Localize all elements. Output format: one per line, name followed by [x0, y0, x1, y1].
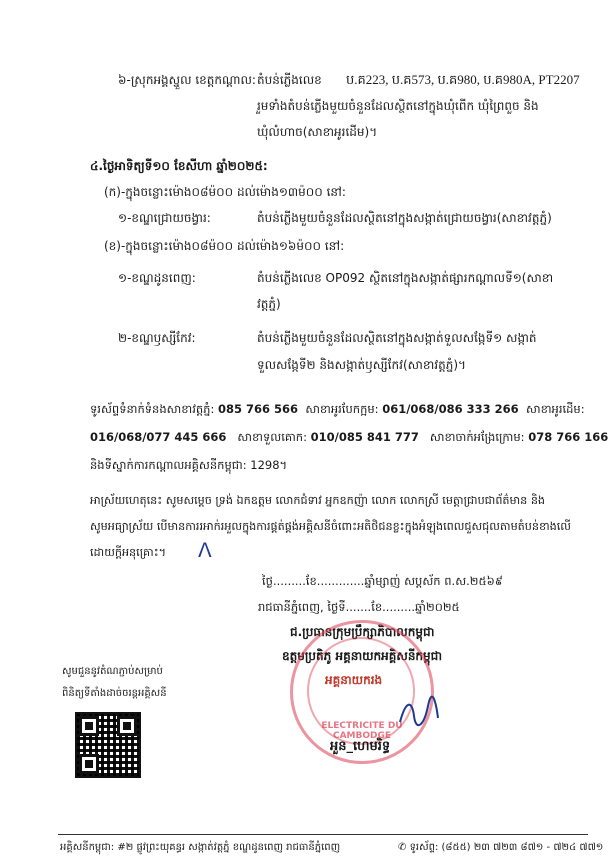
day-heading: ៤.ថ្ងៃអាទិត្យទី១០ ខែសីហា ឆ្នាំ២០២៥:: [90, 159, 268, 173]
district-chroy-changvar-label: ១-ខណ្ឌជ្រោយចង្វារ:: [118, 211, 211, 225]
qr-note-1: សូមជួននូវតំណភ្ជាប់សម្រាប់: [62, 666, 163, 677]
qr-note-2: ពិនិត្យទីតាំងដាច់ចរន្តអគ្គិសនី: [62, 688, 167, 699]
label-ou-deum: សាខាអូរដើម:: [525, 402, 585, 416]
zone-continuation-1: រួមទាំងតំបន់ភ្លើងមួយចំនួនដែលស្ថិតនៅក្នុងឃុំពើក ឃុំព្រៃពួច និង: [257, 99, 539, 113]
solar-date: រាជធានីភ្នំពេញ, ថ្ងៃទី.......ខែ.........ឆ្នាំ២០២៥: [258, 600, 460, 614]
label-tuol-kouk: សាខាទួលគោក:: [237, 430, 307, 444]
zone-text: តំបន់ភ្លើងលេខ: [257, 73, 322, 87]
closing-paragraph-1: អាស្រ័យហេតុនេះ សូមសម្តេច ទ្រង់ ឯកឧត្តម លោកជំទាវ អ្នកឧកញ៉ា លោក លោកស្រី មេត្តាជ្រាបជាព័ត៌មាន និង: [90, 494, 546, 507]
contact-intro: ទូរស័ព្ទទំនាក់ទំនងសាខាវត្តភ្នំ:: [90, 402, 215, 416]
signer-name: អួន_ហេមរិទ្ធ: [330, 739, 391, 754]
phone-icon: ✆: [398, 842, 407, 853]
initial-mark: ⴷ: [198, 540, 212, 562]
org-title: ឧត្តមប្រតិភូ អគ្គនាយកអគ្គិសនីកម្ពុជា: [282, 649, 443, 663]
footer-address: អគ្គិសនីកម្ពុជា: #២ ផ្លូវព្រះយុគន្ធរ សង្កាត់វត្តភ្នំ ខណ្ឌដូនពេញ រាជធានីភ្នំពេញ: [60, 842, 341, 853]
footer-phone-text: ទូរស័ព្ទ: (៨៥៥) ២៣ ៧២៣ ៨៧១ - ៧២៤ ៧៧១: [409, 842, 604, 853]
qr-finder-icon: [79, 716, 99, 736]
phone-south: 078 766 166: [528, 430, 608, 444]
phone-ou-deum: 016/068/077 445 666: [90, 430, 227, 444]
district-russey-keo-label: ២-ខណ្ឌឫស្សីកែវ:: [118, 331, 196, 345]
label-boeng-kak: សាខាអូរបែកក្អម:: [305, 402, 379, 416]
contact-line-1: [90, 402, 585, 419]
qr-code[interactable]: [75, 712, 141, 778]
district-daun-penh-label: ១-ខណ្ឌដូនពេញ:: [118, 271, 196, 285]
district-russey-keo-text: តំបន់ភ្លើងមួយចំនួនដែលស្ថិតនៅក្នុងសង្កាត់ទួលសង្កែទី១ សង្កាត់: [257, 331, 537, 345]
closing-paragraph-3: ដោយក្តីអនុគ្រោះ។: [90, 546, 166, 559]
district-chroy-changvar-text: តំបន់ភ្លើងមួយចំនួនដែលស្ថិតនៅក្នុងសង្កាត់ជ្រោយចង្វារ(សាខាវត្តភ្នំ): [257, 211, 552, 225]
qr-finder-icon: [117, 716, 137, 736]
district-daun-penh-cont: វត្តភ្នំ): [257, 297, 281, 311]
phone-boeng-kak: 061/068/086 333 266: [382, 402, 519, 416]
footer-phone: [398, 840, 603, 855]
for-chairman-label: ជ.ប្រធានក្រុមប្រឹក្សាភិបាលកម្ពុជា: [290, 625, 435, 639]
zone-codes: ប.គ223, ប.គ573, ប.គ980, ប.គ980A, PT2207: [346, 72, 580, 87]
phone-wat-phnom: 085 766 566: [217, 402, 299, 416]
closing-paragraph-2: សូមអធ្យាស្រ័យ បើមានការរអាក់រអួលក្នុងការផ្គត់ផ្គង់អគ្គិសនីចំពោះអតិថិជនខ្លះក្នុងអំឡុងពេលជួសជុលតាមតំបន់ខាងលើ: [90, 520, 571, 533]
district-angk-snuol-label: ៦-ស្រុកអង្គស្នួល ខេត្តកណ្តាល:: [118, 73, 256, 87]
seal-text: ELECTRICITE DU CAMBODGE: [321, 721, 403, 741]
time-range-k: (ក)-ក្នុងចន្លោះម៉ោង០៨ម៉០០ ដល់ម៉ោង១៣ម៉០០ នៅ:: [104, 185, 346, 199]
district-daun-penh-text: តំបន់ភ្លើងលេខ OP092 ស្ថិតនៅក្នុងសង្កាត់ផ្សារកណ្តាលទី១(សាខា: [257, 271, 554, 285]
phone-tuol-kouk: 010/085 841 777: [310, 430, 419, 444]
lunar-date: ថ្ងៃ.........ខែ.............ឆ្នាំម្សាញ់ សប្តស័ក ព.ស.២៥៦៩: [262, 574, 503, 588]
label-south: សាខាចាក់អង្រែក្រោម:: [429, 430, 525, 444]
district-russey-keo-cont: ទួលសង្កែទី២ និងសង្កាត់ឫស្សីកែវ(សាខាវត្តភ្នំ)។: [257, 358, 466, 372]
qr-finder-icon: [79, 754, 99, 774]
hotline-line: និងទីស្នាក់ការកណ្តាលអគ្គិសនីកម្ពុជា: 1298។: [90, 458, 288, 472]
deputy-title: អគ្គនាយករង: [325, 673, 383, 687]
contact-line-2: [90, 430, 608, 447]
handwritten-signature: [396, 696, 442, 730]
time-range-kh: (ខ)-ក្នុងចន្លោះម៉ោង០៨ម៉០០ ដល់ម៉ោង១៦ម៉០០ នៅ:: [104, 239, 345, 253]
zone-continuation-2: ឃុំលំហាច(សាខាអូរដើម)។: [257, 125, 378, 139]
footer-divider: [58, 834, 588, 835]
